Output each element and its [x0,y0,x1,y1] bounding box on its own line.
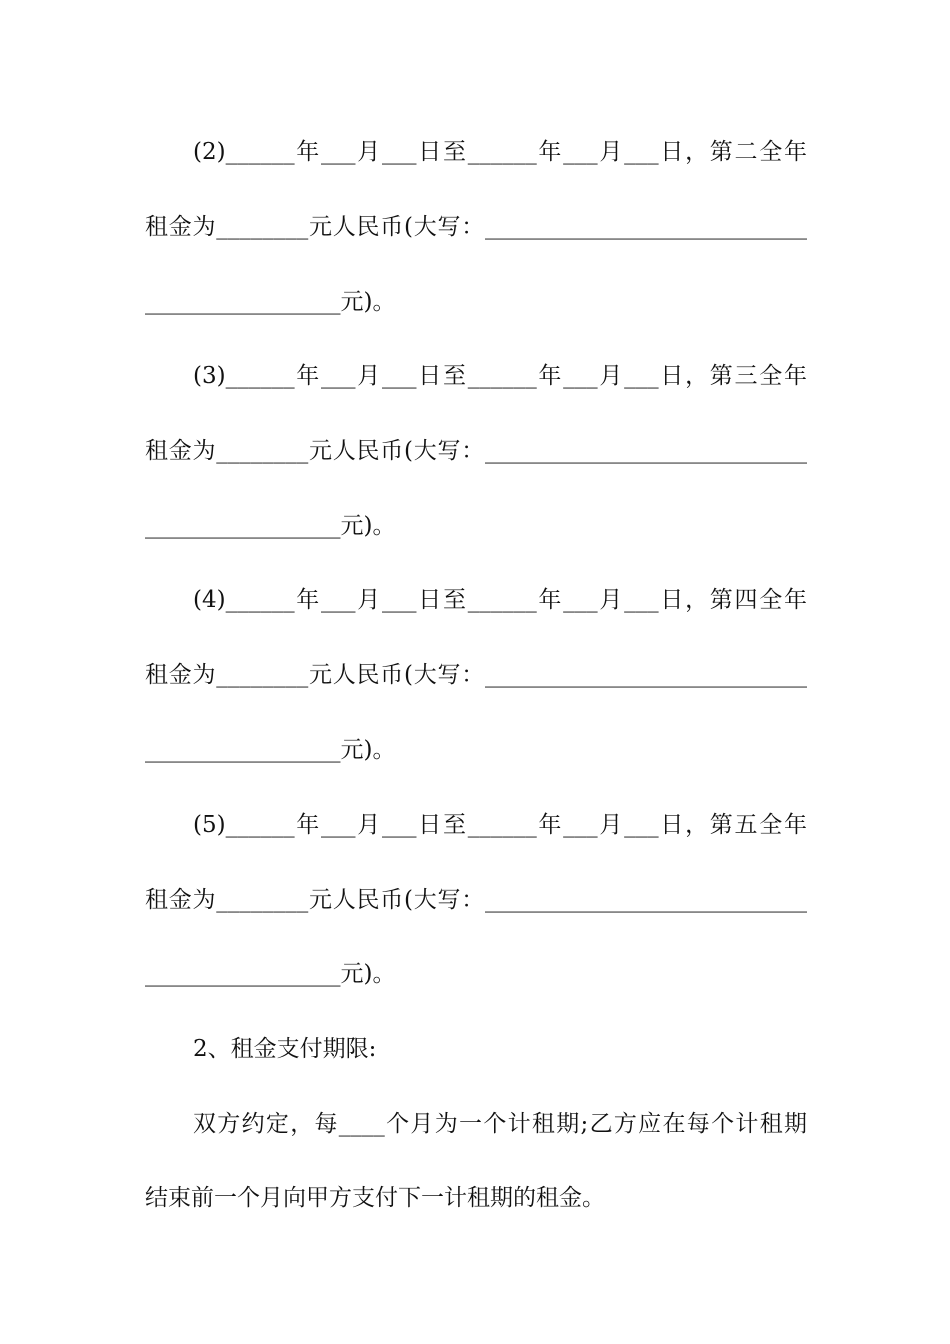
rent-period-4-amount-end: _________________元)。 [145,737,396,763]
rent-period-3-dates: (3)______年___月___日至______年___月___日，第三全年 [193,363,807,389]
rent-period-3-amount: 租金为________元人民币(大写：____________________________ [145,438,807,464]
rent-period-2-amount: 租金为________元人民币(大写：____________________________ [145,214,807,240]
rent-period-5-dates: (5)______年___月___日至______年___月___日，第五全年 [193,812,807,838]
rent-period-5-amount: 租金为________元人民币(大写：____________________________ [145,887,807,913]
rent-period-3-amount-end: _________________元)。 [145,513,396,539]
rent-period-5-amount-end: _________________元)。 [145,961,396,987]
section-heading-payment-term: 2、租金支付期限: [193,1036,377,1062]
rent-period-2-amount-end: _________________元)。 [145,289,396,315]
rent-period-4-amount: 租金为________元人民币(大写：____________________________ [145,662,807,688]
payment-term-text-line-2: 结束前一个月向甲方支付下一计租期的租金。 [145,1185,605,1211]
rent-period-2-dates: (2)______年___月___日至______年___月___日，第二全年 [193,139,807,165]
rent-period-4-dates: (4)______年___月___日至______年___月___日，第四全年 [193,587,807,613]
payment-term-text-line-1: 双方约定，每____个月为一个计租期;乙方应在每个计租期 [193,1111,807,1137]
